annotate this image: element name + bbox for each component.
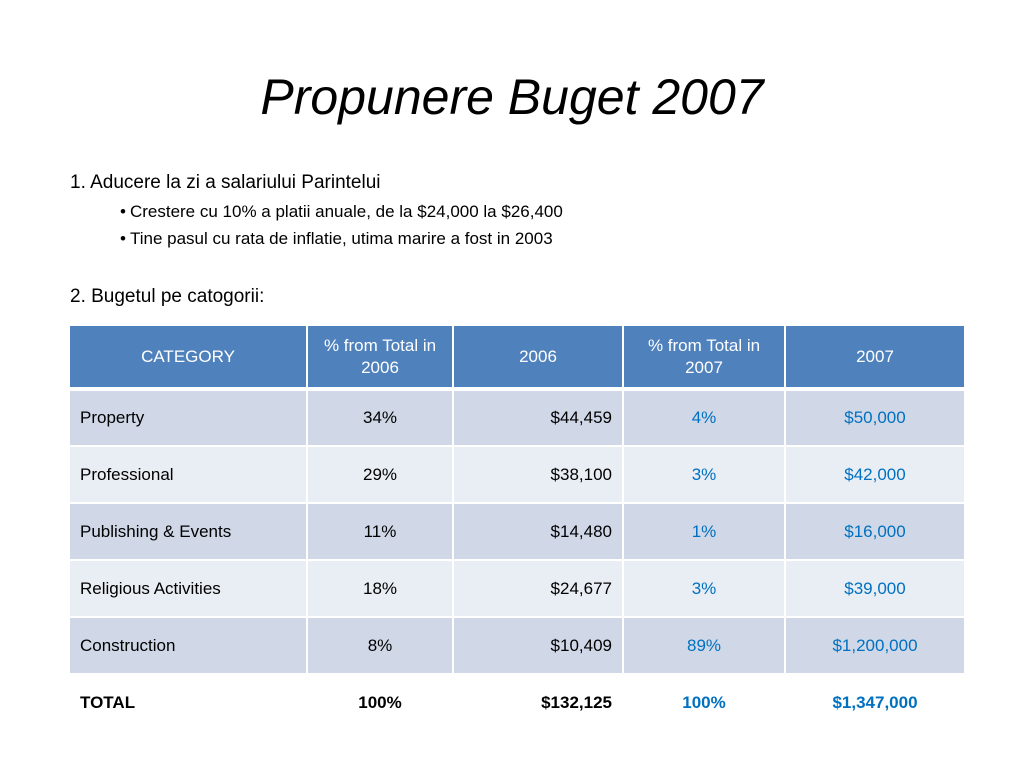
cell-category: TOTAL [69, 674, 307, 731]
cell-pct-2006: 29% [307, 446, 453, 503]
cell-pct-2007: 3% [623, 446, 785, 503]
slide-title: Propunere Buget 2007 [260, 69, 764, 125]
header-2007: 2007 [785, 325, 965, 389]
cell-2006: $44,459 [453, 389, 623, 446]
bullet-text: Tine pasul cu rata de inflatie, utima marire a fost in 2003 [129, 229, 553, 248]
cell-2007: $39,000 [785, 560, 965, 617]
table-total-row [69, 674, 965, 731]
cell-category: Construction [69, 617, 307, 674]
cell-pct-2006: 100% [307, 674, 453, 731]
table-row [69, 503, 965, 560]
cell-2007: $1,200,000 [785, 617, 965, 674]
cell-2007: $1,347,000 [785, 674, 965, 731]
table-row [69, 446, 965, 503]
cell-pct-2007: 4% [623, 389, 785, 446]
cell-category: Property [69, 389, 307, 446]
cell-category: Religious Activities [69, 560, 307, 617]
cell-2006: $132,125 [453, 674, 623, 731]
cell-pct-2007: 89% [623, 617, 785, 674]
bullet-icon: • [120, 229, 126, 248]
cell-pct-2006: 8% [307, 617, 453, 674]
header-pct-2007: % from Total in 2007 [623, 325, 785, 389]
section-heading-budget: 2. Bugetul pe catogorii: [70, 286, 265, 307]
cell-pct-2007: 100% [623, 674, 785, 731]
cell-category: Publishing & Events [69, 503, 307, 560]
cell-pct-2007: 3% [623, 560, 785, 617]
table-row [69, 617, 965, 674]
cell-2006: $38,100 [453, 446, 623, 503]
cell-2006: $14,480 [453, 503, 623, 560]
header-2006: 2006 [453, 325, 623, 389]
bullet-text: Crestere cu 10% a platii anuale, de la $24,000 la $26,400 [129, 202, 563, 221]
header-category: CATEGORY [69, 325, 307, 389]
cell-2006: $10,409 [453, 617, 623, 674]
bullet-item [120, 228, 553, 250]
cell-2006: $24,677 [453, 560, 623, 617]
cell-pct-2006: 18% [307, 560, 453, 617]
table-row [69, 389, 965, 446]
cell-2007: $16,000 [785, 503, 965, 560]
header-pct-2006: % from Total in 2006 [307, 325, 453, 389]
bullet-icon: • [120, 202, 126, 221]
cell-2007: $42,000 [785, 446, 965, 503]
bullet-item [120, 201, 563, 223]
cell-pct-2006: 34% [307, 389, 453, 446]
cell-pct-2006: 11% [307, 503, 453, 560]
table-header-row [69, 325, 965, 389]
section-heading-salary: 1. Aducere la zi a salariului Parintelui [70, 172, 381, 193]
cell-category: Professional [69, 446, 307, 503]
cell-pct-2007: 1% [623, 503, 785, 560]
budget-table [68, 324, 966, 732]
table-row [69, 560, 965, 617]
cell-2007: $50,000 [785, 389, 965, 446]
